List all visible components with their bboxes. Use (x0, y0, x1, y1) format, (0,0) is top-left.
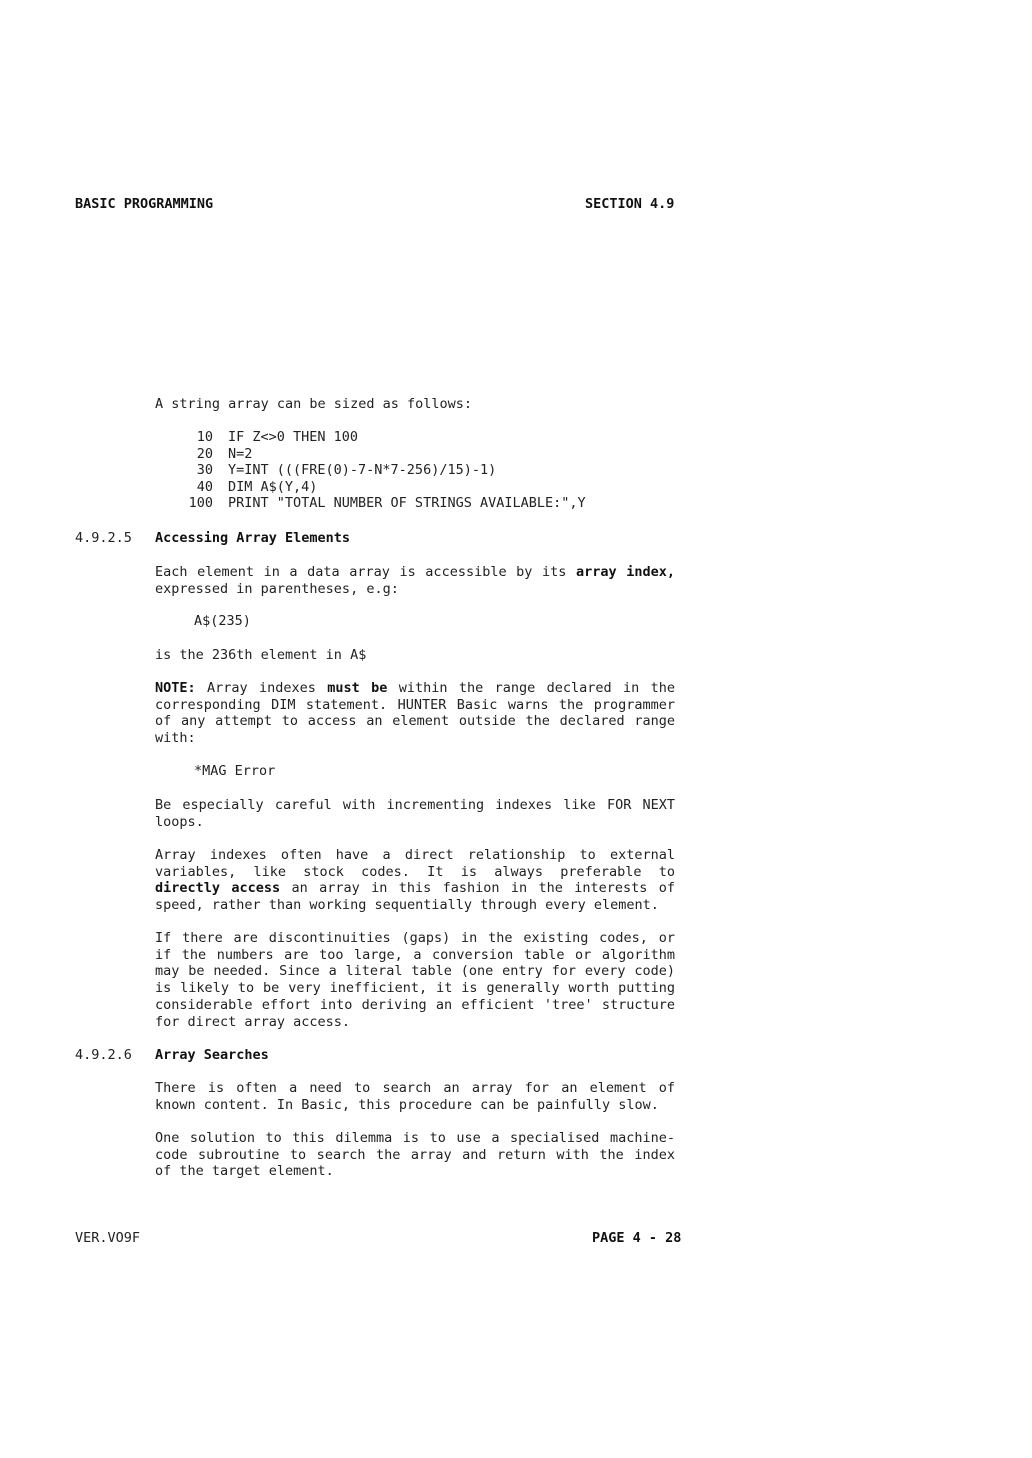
code-line-text: PRINT "TOTAL NUMBER OF STRINGS AVAILABLE:",Y (228, 495, 586, 511)
code-line-text: DIM A$(Y,4) (228, 479, 318, 495)
running-header-section: SECTION 4.9 (585, 196, 675, 212)
paragraph-machine-code: One solution to this dilemma is to use a specialised machine-code subroutine to search the array and return with the index of the target element. (155, 1130, 675, 1180)
code-line-text: Y=INT (((FRE(0)-7-N*7-256)/15)-1) (228, 462, 497, 478)
paragraph-direct-access: Array indexes often have a direct relationship to external variables, like stock codes. It is always preferable to directly access an array in this fashion in the interests of speed, rather than working sequentially through every element. (155, 847, 675, 914)
version-label: VER.VO9F (75, 1230, 141, 1246)
code-line-number: 40 (196, 479, 213, 495)
emphasis-directly-access: directly access (155, 880, 281, 897)
code-line-number: 20 (196, 446, 213, 462)
page-number: PAGE 4 - 28 (592, 1230, 682, 1246)
section-number: 4.9.2.5 (75, 530, 132, 546)
example-expression: A$(235) (194, 613, 251, 629)
section-heading: Accessing Array Elements (155, 530, 351, 546)
running-header-title: BASIC PROGRAMMING (75, 196, 214, 212)
error-message-example: *MAG Error (194, 763, 276, 779)
code-line-number: 30 (196, 462, 213, 478)
paragraph-discontinuities: If there are discontinuities (gaps) in the existing codes, or if the numbers are too large, a conversion table or algorithm may be needed. Since a literal table (one entry for every code) is likely to be very inefficient, it is generally worth putting considerable effort into deriving an efficient 'tree' structure for direct array access. (155, 930, 675, 1030)
code-line-text: IF Z<>0 THEN 100 (228, 429, 359, 445)
section-number: 4.9.2.6 (75, 1047, 132, 1063)
note-paragraph: NOTE: Array indexes must be within the range declared in the corresponding DIM statement. HUNTER Basic warns the programmer of any attempt to access an element outside the declared range with: (155, 680, 675, 747)
code-line-number: 100 (188, 495, 213, 511)
intro-text: A string array can be sized as follows: (155, 396, 472, 412)
paragraph-array-search: There is often a need to search an array for an element of known content. In Basic, this procedure can be painfully slow. (155, 1080, 675, 1113)
paragraph-loops: Be especially careful with incrementing indexes like FOR NEXT loops. (155, 797, 675, 830)
emphasis-must-be: must be (327, 680, 388, 696)
code-line-number: 10 (196, 429, 213, 445)
example-explanation: is the 236th element in A$ (155, 647, 367, 663)
paragraph-array-index: Each element in a data array is accessible by its array index, expressed in parentheses, e.g: (155, 564, 675, 597)
emphasis-array-index: array index, (576, 564, 675, 580)
note-label: NOTE: (155, 680, 196, 696)
section-heading: Array Searches (155, 1047, 269, 1063)
code-line-text: N=2 (228, 446, 253, 462)
